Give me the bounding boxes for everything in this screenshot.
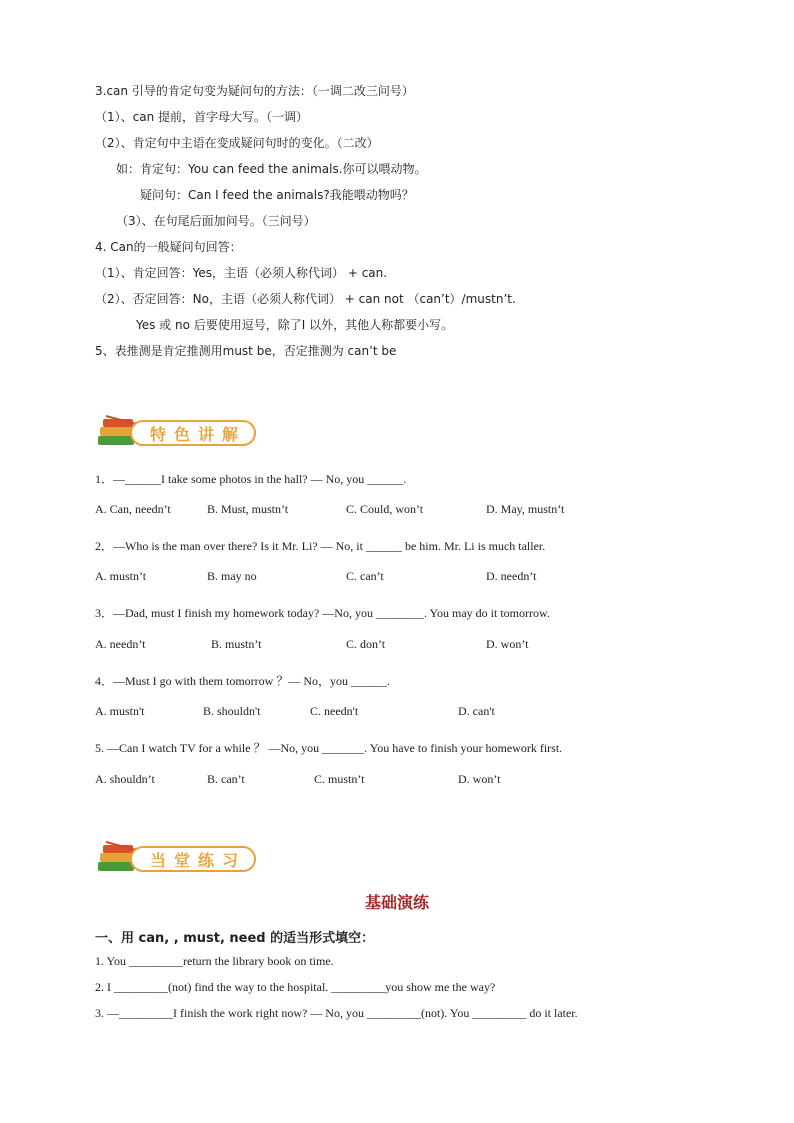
grammar-point-3-3: （3）、在句尾后面加问号。（三问号） — [116, 214, 316, 228]
question-5: 5. —Can I watch TV for a while ？ —No, you _______. You have to finish your homework first. — [95, 741, 563, 755]
option-c: C. Could, won’t — [346, 502, 424, 516]
option-a: A. Can, needn’t — [95, 502, 171, 516]
grammar-point-3-2: （2）、肯定句中主语在变成疑问句时的变化。（二改） — [95, 136, 379, 150]
grammar-point-3: 3.can 引导的肯定句变为疑问句的方法：（一调二改三问号） — [95, 84, 414, 98]
option-b: B. may no — [207, 569, 257, 583]
option-a: A. mustn’t — [95, 569, 147, 583]
option-d: D. won’t — [486, 637, 529, 651]
option-d: D. can't — [458, 704, 495, 718]
practice-item-2: 2. I _________(not) find the way to the hospital. _________you show me the way? — [95, 980, 496, 994]
grammar-example-question: 疑问句：Can I feed the animals?我能喂动物吗？ — [140, 188, 414, 202]
grammar-point-4-2: （2）、否定回答：No，主语（必须人称代词） + can not （can’t）/mustn’t. — [95, 292, 516, 306]
option-a: A. needn’t — [95, 637, 146, 651]
question-2: 2．—Who is the man over there? Is it Mr. Li? — No, it ______ be him. Mr. Li is much taller. — [95, 539, 546, 553]
option-d: D. May, mustn’t — [486, 502, 565, 516]
feature-banner-label: 特色讲解 — [150, 424, 247, 444]
practice-banner-label: 当堂练习 — [150, 850, 247, 870]
practice-banner — [96, 840, 262, 874]
option-a: A. mustn't — [95, 704, 145, 718]
practice-heading: 一、用 can, , must, need 的适当形式填空： — [95, 931, 375, 946]
question-3: 3．—Dad, must I finish my homework today? —No, you ________. You may do it tomorrow. — [95, 606, 550, 620]
grammar-point-4-1: （1）、肯定回答：Yes，主语（必须人称代词） + can. — [95, 266, 388, 280]
grammar-note-comma: Yes 或 no 后要使用逗号，除了I 以外，其他人称都要小写。 — [136, 318, 454, 332]
grammar-point-5: 5、表推测是肯定推测用must be，否定推测为 can’t be — [95, 344, 397, 358]
grammar-point-3-1: （1）、can 提前，首字母大写。（一调） — [95, 110, 309, 124]
feature-banner — [96, 414, 262, 448]
option-d: D. won’t — [458, 772, 501, 786]
question-1: 1．—______I take some photos in the hall? — No, you ______. — [95, 472, 407, 486]
practice-item-3: 3. —_________I finish the work right now? — No, you _________(not). You _________ do it later. — [95, 1006, 578, 1020]
option-c: C. can’t — [346, 569, 384, 583]
option-c: C. needn't — [310, 704, 359, 718]
option-b: B. can’t — [207, 772, 245, 786]
section-title: 基础演练 — [364, 893, 429, 912]
option-c: C. mustn’t — [314, 772, 365, 786]
option-a: A. shouldn’t — [95, 772, 155, 786]
option-b: B. mustn’t — [211, 637, 262, 651]
option-b: B. Must, mustn’t — [207, 502, 289, 516]
grammar-example-affirmative: 如：肯定句：You can feed the animals.你可以喂动物。 — [116, 162, 427, 176]
practice-item-1: 1. You _________return the library book on time. — [95, 954, 334, 968]
grammar-point-4: 4. Can的一般疑问句回答： — [95, 240, 242, 254]
option-b: B. shouldn't — [203, 704, 261, 718]
option-d: D. needn’t — [486, 569, 537, 583]
question-4: 4．—Must I go with them tomorrow ？— No，you ______. — [95, 674, 390, 688]
option-c: C. don’t — [346, 637, 386, 651]
